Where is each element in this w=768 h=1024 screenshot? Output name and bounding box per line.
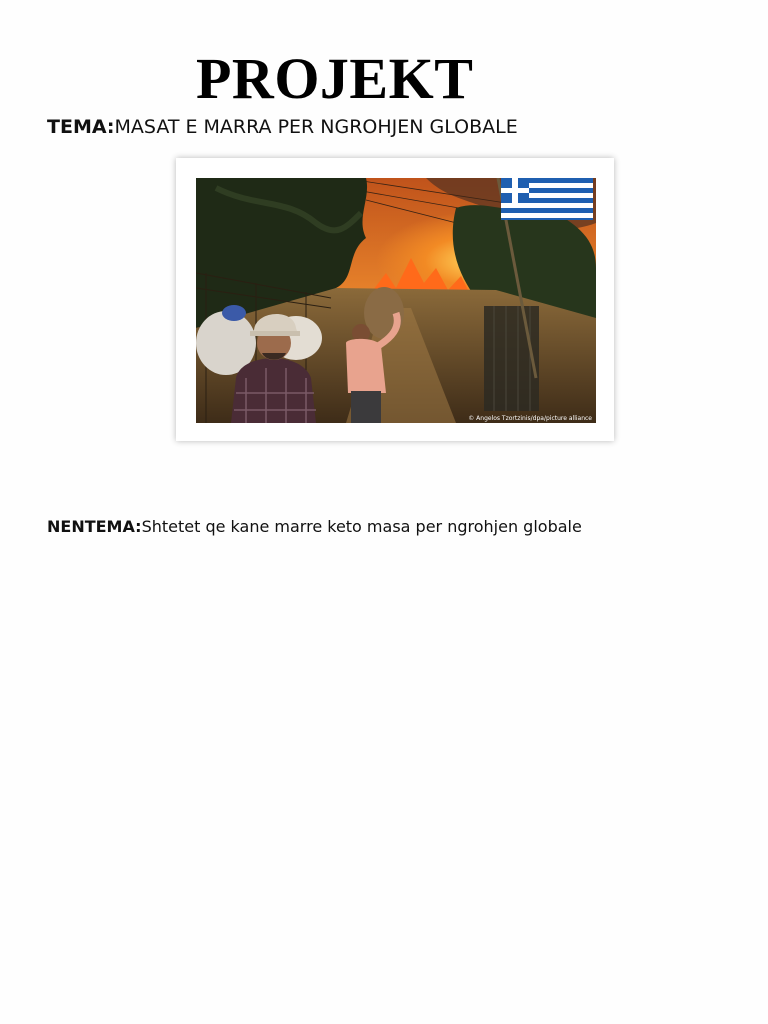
photo-credit: © Angelos Tzortzinis/dpa/picture alliance — [468, 415, 592, 422]
wildfire-photo-frame — [176, 158, 614, 441]
topic-line — [47, 114, 518, 140]
subtopic-line — [47, 516, 582, 538]
subtopic-label: NENTEMA: — [47, 517, 142, 536]
metal-gate — [484, 306, 539, 411]
document-title: PROJEKT — [196, 46, 474, 111]
topic-label: TEMA: — [47, 116, 115, 138]
wildfire-photo-illustration — [196, 178, 596, 423]
topic-text: MASAT E MARRA PER NGROHJEN GLOBALE — [114, 116, 518, 138]
wildfire-photo — [196, 178, 596, 423]
greek-flag — [501, 178, 593, 220]
subtopic-text: Shtetet qe kane marre keto masa per ngrohjen globale — [141, 517, 582, 536]
